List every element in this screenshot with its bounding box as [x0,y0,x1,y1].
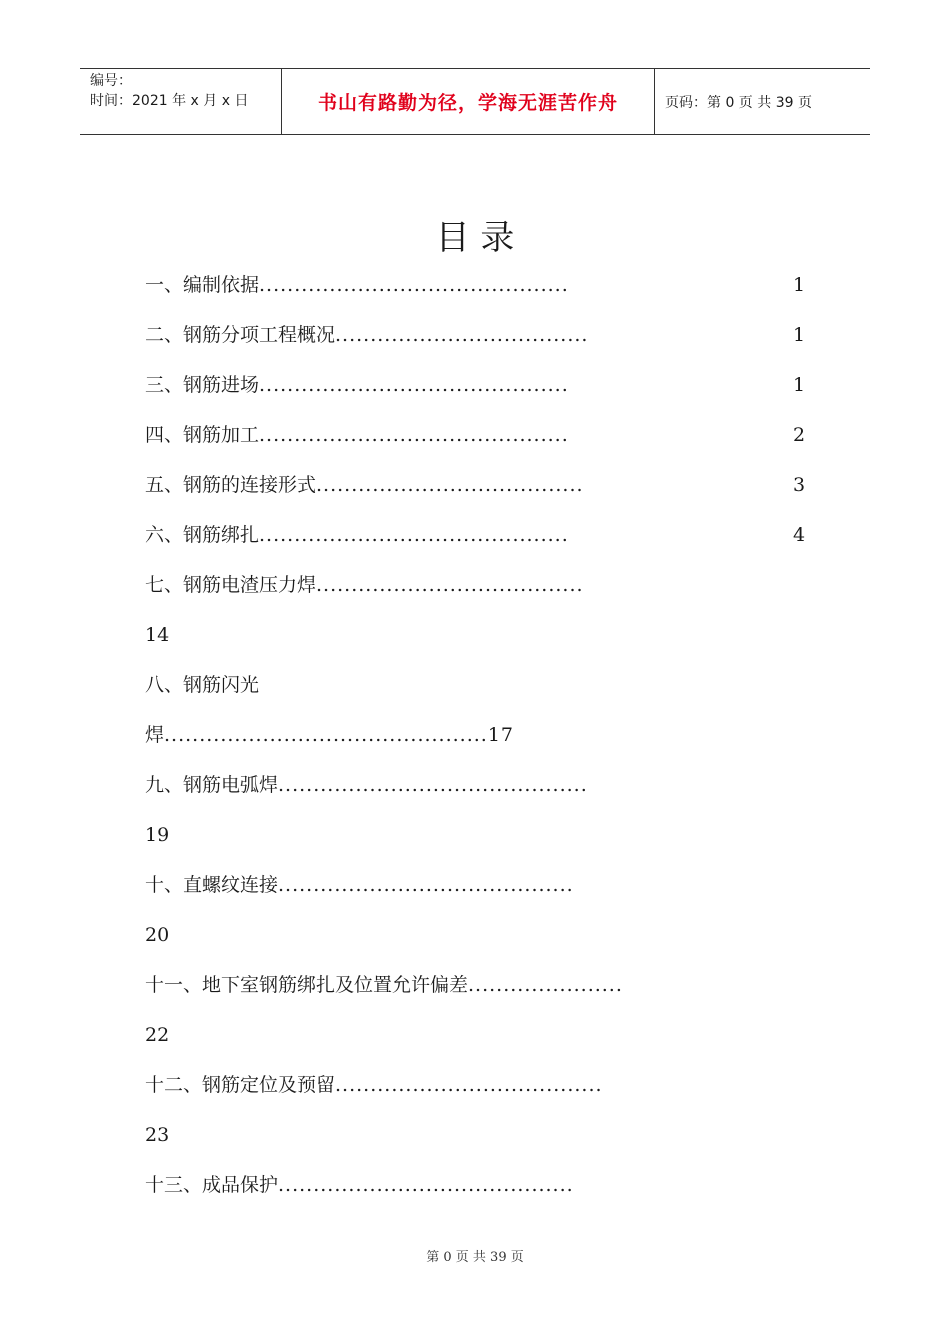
toc-entry-title: 23 [145,1124,170,1146]
toc-entry-title: 六、钢筋绑扎 [145,524,260,546]
toc-entry[interactable] [145,260,805,310]
page-title: 目 录 [435,218,515,258]
toc-entry[interactable] [145,610,805,660]
toc-leader-dots: ............................................ [259,524,569,546]
table-of-contents [145,260,805,1210]
toc-entry[interactable] [145,1010,805,1060]
toc-entry-title: 十一、地下室钢筋绑扎及位置允许偏差 [145,974,469,996]
toc-entry-title: 二、钢筋分项工程概况 [145,324,336,346]
page-header [80,68,870,135]
toc-leader-dots: .......................................... [278,1174,574,1196]
toc-page-number: 1 [793,274,806,296]
toc-entry-title: 九、钢筋电弧焊 [145,774,279,796]
toc-entry-title: 十二、钢筋定位及预留 [145,1074,336,1096]
toc-entry-title: 20 [145,924,170,946]
toc-page-number: 4 [793,524,806,546]
toc-entry-title: 三、钢筋进场 [145,374,260,396]
toc-entry[interactable] [145,910,805,960]
header-meta [80,69,282,134]
toc-entry-title: 22 [145,1024,170,1046]
toc-entry[interactable] [145,710,805,760]
toc-entry[interactable] [145,310,805,360]
header-page-info: 页码：第 0 页 共 39 页 [665,94,812,111]
toc-entry-title: 14 [145,624,170,646]
toc-entry-title: 五、钢筋的连接形式 [145,474,317,496]
toc-leader-dots: ...................................... [316,474,584,496]
toc-leader-dots: ............................................ [259,274,569,296]
toc-entry-title: 七、钢筋电渣压力焊 [145,574,317,596]
toc-entry[interactable] [145,660,805,710]
toc-entry[interactable] [145,760,805,810]
toc-entry-title: 焊 [145,724,165,746]
toc-page-number: 1 [793,374,806,396]
toc-entry[interactable] [145,860,805,910]
toc-leader-dots: .................................... [335,324,589,346]
toc-page-number: 2 [793,424,806,446]
document-date: 时间：2021 年 x 月 x 日 [90,93,249,109]
toc-leader-dots: ..............................................17 [164,724,515,746]
toc-entry[interactable] [145,960,805,1010]
toc-entry[interactable] [145,1110,805,1160]
toc-leader-dots: ...................................... [335,1074,603,1096]
page-footer: 第 0 页 共 39 页 [426,1250,524,1265]
toc-leader-dots: .......................................... [278,874,574,896]
toc-entry[interactable] [145,1060,805,1110]
toc-entry-title: 19 [145,824,170,846]
document-number-label: 编号： [90,73,132,89]
toc-entry[interactable] [145,360,805,410]
toc-entry[interactable] [145,410,805,460]
toc-leader-dots: ...................... [468,974,623,996]
header-motto: 书山有路勤为径，学海无涯苦作舟 [282,69,655,134]
toc-leader-dots: ............................................ [278,774,588,796]
toc-leader-dots: ............................................ [259,374,569,396]
toc-leader-dots: ...................................... [316,574,584,596]
toc-page-number: 1 [793,324,806,346]
toc-entry[interactable] [145,560,805,610]
toc-entry-title: 十三、成品保护 [145,1174,279,1196]
toc-entry[interactable] [145,810,805,860]
toc-entry-title: 四、钢筋加工 [145,424,260,446]
toc-entry[interactable] [145,510,805,560]
toc-entry-title: 八、钢筋闪光 [145,674,260,696]
toc-entry[interactable] [145,1160,805,1210]
toc-entry-title: 十、直螺纹连接 [145,874,279,896]
toc-page-number: 3 [793,474,806,496]
toc-entry-title: 一、编制依据 [145,274,260,296]
toc-leader-dots: ............................................ [259,424,569,446]
toc-entry[interactable] [145,460,805,510]
